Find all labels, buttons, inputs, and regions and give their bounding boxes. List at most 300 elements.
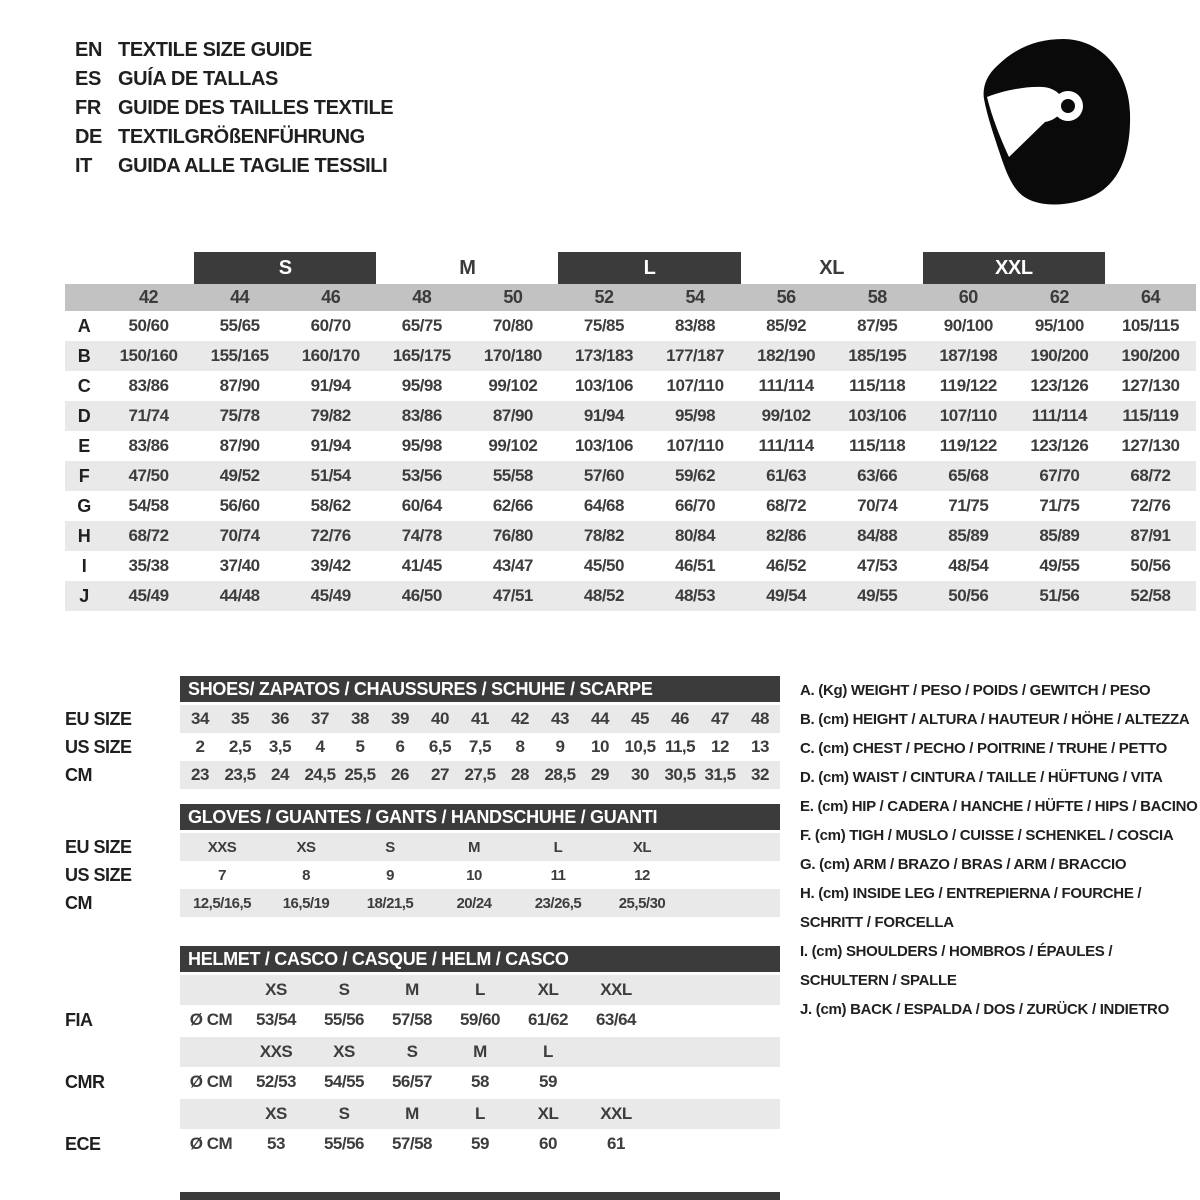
size-table-body <box>65 311 1196 611</box>
numeric-size-label: 46 <box>321 287 341 307</box>
size-value-cell: 56/60 <box>219 496 260 515</box>
gloves-row-label: US SIZE <box>65 864 132 885</box>
size-value-cell: 123/126 <box>1030 436 1089 455</box>
size-value-cell: 74/78 <box>401 526 442 545</box>
row-letter: B <box>77 345 91 366</box>
shoes-value-cell: 24,5 <box>304 765 336 784</box>
size-value-cell: 48/53 <box>675 586 716 605</box>
size-value-cell: 68/72 <box>128 526 169 545</box>
shoes-value-cell: 6 <box>395 737 405 756</box>
helmet-size-label: L <box>475 980 485 999</box>
size-value-cell: 48/54 <box>948 556 989 575</box>
size-value-cell: 85/89 <box>948 526 989 545</box>
shoes-value-cell: 37 <box>311 709 329 728</box>
measurement-legend <box>800 676 1200 1024</box>
helmet-value-cell: 55/56 <box>323 1010 365 1029</box>
size-table-row <box>65 341 1196 371</box>
size-value-cell: 99/102 <box>488 376 538 395</box>
size-value-cell: 65/68 <box>948 466 989 485</box>
helmet-value-cell: 63/64 <box>595 1010 637 1029</box>
legend-item: B. (cm) HEIGHT / ALTURA / HAUTEUR / HÖHE / ALTEZZA <box>800 711 1190 728</box>
shoes-value-cell: 26 <box>391 765 409 784</box>
helmet-value-cell: 52/53 <box>255 1072 297 1091</box>
row-letter: J <box>79 585 89 606</box>
size-value-cell: 95/98 <box>401 436 442 455</box>
size-value-cell: 90/100 <box>943 316 993 335</box>
language-code: EN <box>75 39 102 61</box>
gloves-value-cell: 11 <box>550 866 566 884</box>
size-value-cell: 57/60 <box>583 466 624 485</box>
gloves-value-cell: 7 <box>218 866 226 884</box>
numeric-size-label: 64 <box>1140 287 1160 307</box>
legend-item: G. (cm) ARM / BRAZO / BRAS / ARM / BRACCIO <box>800 856 1127 873</box>
helmet-size-label: M <box>473 1042 487 1061</box>
size-letter-header-row <box>65 252 1196 284</box>
size-value-cell: 87/90 <box>492 406 533 425</box>
size-value-cell: 47/50 <box>128 466 169 485</box>
row-letter: H <box>77 525 91 546</box>
numeric-size-label: 42 <box>139 287 159 307</box>
size-letter-label: L <box>558 252 740 284</box>
language-row <box>75 36 393 65</box>
size-letter-label: S <box>194 252 376 284</box>
helmet-size-label: XS <box>265 980 287 999</box>
helmet-values <box>180 1005 780 1035</box>
size-value-cell: 64/68 <box>583 496 624 515</box>
shoes-value-cell: 23,5 <box>224 765 256 784</box>
size-value-cell: 60/64 <box>401 496 442 515</box>
shoes-row-values <box>180 761 780 789</box>
gloves-value-cell: 23/26,5 <box>534 894 582 912</box>
helmet-size-label: M <box>405 1104 419 1123</box>
shoes-value-cell: 28,5 <box>544 765 576 784</box>
helmet-size-label: XXL <box>600 1104 632 1123</box>
size-value-cell: 91/94 <box>583 406 624 425</box>
size-value-cell: 103/106 <box>574 376 633 395</box>
size-value-cell: 107/110 <box>666 376 724 395</box>
shoes-row-values <box>180 733 780 761</box>
size-table-row <box>65 431 1196 461</box>
size-value-cell: 55/65 <box>219 316 260 335</box>
shoes-value-cell: 11,5 <box>664 737 696 756</box>
language-title: GUIDE DES TAILLES TEXTILE <box>118 97 394 119</box>
size-value-cell: 72/76 <box>1130 496 1171 515</box>
gloves-value-cell: L <box>553 838 563 856</box>
gloves-value-cell: 9 <box>386 866 394 884</box>
gloves-value-cell: 20/24 <box>456 894 492 912</box>
helmet-standard-section <box>65 1099 1196 1159</box>
size-value-cell: 58/62 <box>310 496 351 515</box>
textile-size-table <box>65 252 1196 611</box>
shoes-value-cell: 39 <box>391 709 409 728</box>
shoes-value-cell: 27,5 <box>464 765 496 784</box>
shoes-value-cell: 3,5 <box>268 737 292 756</box>
gloves-row-values <box>180 889 780 917</box>
helmet-value-row <box>65 1129 1196 1159</box>
helmet-value-cell: 59 <box>539 1072 557 1091</box>
shoes-value-cell: 30,5 <box>664 765 696 784</box>
row-letter: I <box>81 555 87 576</box>
shoes-value-cell: 24 <box>271 765 289 784</box>
helmet-size-labels <box>180 1099 780 1129</box>
size-letter-label: XL <box>819 256 845 279</box>
size-value-cell: 51/54 <box>310 466 351 485</box>
size-value-cell: 49/52 <box>219 466 260 485</box>
size-value-cell: 46/52 <box>766 556 807 575</box>
helmet-table-header: HELMET / CASCO / CASQUE / HELM / CASCO <box>180 946 780 972</box>
numeric-size-label: 62 <box>1049 287 1069 307</box>
size-value-cell: 44/48 <box>219 586 260 605</box>
size-value-cell: 45/49 <box>128 586 169 605</box>
size-value-cell: 127/130 <box>1121 436 1180 455</box>
helmet-value-cell: 60 <box>539 1134 557 1153</box>
size-value-cell: 85/92 <box>766 316 807 335</box>
shoes-value-cell: 8 <box>515 737 525 756</box>
size-value-cell: 66/70 <box>675 496 716 515</box>
size-value-cell: 46/50 <box>401 586 442 605</box>
size-value-cell: 103/106 <box>848 406 907 425</box>
shoes-value-cell: 29 <box>591 765 609 784</box>
size-value-cell: 91/94 <box>310 436 351 455</box>
shoes-value-cell: 43 <box>551 709 569 728</box>
cutoff-section-header-bar <box>180 1192 780 1200</box>
size-value-cell: 87/95 <box>857 316 898 335</box>
size-value-cell: 75/85 <box>583 316 624 335</box>
size-value-cell: 111/114 <box>758 436 814 455</box>
gloves-value-cell: M <box>468 838 480 856</box>
size-value-cell: 76/80 <box>492 526 533 545</box>
shoes-row-label: US SIZE <box>65 736 132 757</box>
size-value-cell: 71/75 <box>948 496 989 515</box>
shoes-value-cell: 12 <box>711 737 729 756</box>
size-value-cell: 79/82 <box>310 406 351 425</box>
size-value-cell: 190/200 <box>1030 346 1089 365</box>
row-letter: F <box>78 465 90 486</box>
shoes-value-cell: 34 <box>191 709 209 728</box>
size-value-cell: 49/54 <box>766 586 807 605</box>
size-value-cell: 47/53 <box>857 556 898 575</box>
helmet-size-row-spacer <box>65 1099 180 1129</box>
shoes-row-label: CM <box>65 764 92 785</box>
shoes-value-cell: 23 <box>191 765 209 784</box>
size-value-cell: 83/86 <box>128 436 169 455</box>
shoes-value-cell: 42 <box>511 709 529 728</box>
helmet-value-cell: 57/58 <box>391 1134 433 1153</box>
size-value-cell: 47/51 <box>492 586 533 605</box>
gloves-row-values <box>180 833 780 861</box>
shoes-value-cell: 6,5 <box>428 737 452 756</box>
legend-item: J. (cm) BACK / ESPALDA / DOS / ZURÜCK / INDIETRO <box>800 1001 1169 1018</box>
row-letter: E <box>78 435 90 456</box>
size-value-cell: 127/130 <box>1121 376 1180 395</box>
size-value-cell: 70/74 <box>219 526 260 545</box>
helmet-size-label: L <box>543 1042 553 1061</box>
numeric-size-label: 48 <box>412 287 432 307</box>
helmet-size-label: XXS <box>259 1042 293 1061</box>
size-value-cell: 70/80 <box>492 316 533 335</box>
language-row <box>75 152 393 181</box>
numeric-size-label: 60 <box>958 287 978 307</box>
shoes-value-cell: 36 <box>271 709 289 728</box>
size-value-cell: 80/84 <box>675 526 716 545</box>
gloves-value-cell: 8 <box>302 866 310 884</box>
size-value-cell: 35/38 <box>128 556 169 575</box>
language-code: DE <box>75 126 102 148</box>
size-value-cell: 107/110 <box>666 436 724 455</box>
size-value-cell: 83/86 <box>128 376 169 395</box>
helmet-size-label: XS <box>265 1104 287 1123</box>
size-value-cell: 45/50 <box>583 556 624 575</box>
size-value-cell: 39/42 <box>310 556 351 575</box>
size-value-cell: 173/183 <box>574 346 633 365</box>
helmet-size-row-spacer <box>65 975 180 1005</box>
language-title: GUIDA ALLE TAGLIE TESSILI <box>118 155 388 177</box>
size-value-cell: 46/51 <box>675 556 716 575</box>
shoes-value-cell: 4 <box>315 737 325 756</box>
gloves-value-cell: 10 <box>466 866 482 884</box>
size-table-row <box>65 551 1196 581</box>
language-code: IT <box>75 155 92 177</box>
size-value-cell: 72/76 <box>310 526 351 545</box>
helmet-value-cell: 61 <box>607 1134 625 1153</box>
size-value-cell: 45/49 <box>310 586 351 605</box>
gloves-value-cell: 16,5/19 <box>282 894 330 912</box>
helmet-size-label: M <box>405 980 419 999</box>
numeric-size-label: 50 <box>503 287 523 307</box>
size-value-cell: 60/70 <box>310 316 351 335</box>
shoes-value-cell: 30 <box>631 765 649 784</box>
helmet-value-cell: 56/57 <box>391 1072 433 1091</box>
size-value-cell: 103/106 <box>574 436 633 455</box>
shoes-value-cell: 9 <box>555 737 565 756</box>
shoes-value-cell: 5 <box>355 737 365 756</box>
shoes-value-cell: 44 <box>591 709 609 728</box>
size-value-cell: 67/70 <box>1039 466 1080 485</box>
numeric-size-label: 58 <box>867 287 887 307</box>
size-table-row <box>65 581 1196 611</box>
shoes-row-values <box>180 705 780 733</box>
racing-helmet-graphic <box>975 35 1135 210</box>
size-value-cell: 50/60 <box>128 316 169 335</box>
numeric-size-label: 54 <box>685 287 705 307</box>
helmet-size-label: XL <box>537 1104 559 1123</box>
shoes-value-cell: 45 <box>631 709 649 728</box>
size-value-cell: 84/88 <box>857 526 898 545</box>
gloves-value-cell: XS <box>296 838 316 856</box>
size-value-cell: 63/66 <box>857 466 898 485</box>
size-value-cell: 53/56 <box>401 466 442 485</box>
row-letter: G <box>77 495 91 516</box>
size-value-cell: 55/58 <box>492 466 533 485</box>
shoes-value-cell: 10 <box>591 737 609 756</box>
helmet-values <box>180 1129 780 1159</box>
shoes-value-cell: 48 <box>751 709 769 728</box>
language-title-list <box>75 36 393 181</box>
gloves-value-cell: 18/21,5 <box>366 894 414 912</box>
size-value-cell: 87/90 <box>219 436 260 455</box>
size-value-cell: 85/89 <box>1039 526 1080 545</box>
helmet-value-cell: 54/55 <box>323 1072 365 1091</box>
shoes-value-cell: 47 <box>711 709 729 728</box>
size-value-cell: 49/55 <box>857 586 898 605</box>
legend-item: A. (Kg) WEIGHT / PESO / POIDS / GEWITCH / PESO <box>800 682 1151 699</box>
size-value-cell: 119/122 <box>939 376 997 395</box>
shoes-value-cell: 32 <box>751 765 769 784</box>
helmet-value-cell: 55/56 <box>323 1134 365 1153</box>
size-value-cell: 95/100 <box>1034 316 1084 335</box>
shoes-value-cell: 10,5 <box>624 737 656 756</box>
gloves-table-header: GLOVES / GUANTES / GANTS / HANDSCHUHE / GUANTI <box>180 804 780 830</box>
shoes-value-cell: 2,5 <box>228 737 252 756</box>
language-row <box>75 123 393 152</box>
size-value-cell: 99/102 <box>488 436 538 455</box>
legend-item: I. (cm) SHOULDERS / HOMBROS / ÉPAULES / SCHULTERN / SPALLE <box>800 943 1113 989</box>
size-value-cell: 83/86 <box>401 406 442 425</box>
size-value-cell: 115/119 <box>1122 406 1179 425</box>
numeric-size-label: 56 <box>776 287 796 307</box>
size-value-cell: 95/98 <box>675 406 716 425</box>
size-value-cell: 185/195 <box>848 346 907 365</box>
helmet-size-label: XS <box>333 1042 355 1061</box>
helmet-standard-label: FIA <box>65 1009 93 1030</box>
shoes-value-cell: 31,5 <box>704 765 736 784</box>
gloves-value-cell: XL <box>632 838 652 856</box>
size-table-row <box>65 491 1196 521</box>
helmet-size-labels <box>180 975 780 1005</box>
helmet-standard-label: ECE <box>65 1133 101 1154</box>
size-value-cell: 99/102 <box>761 406 811 425</box>
size-value-cell: 68/72 <box>1130 466 1171 485</box>
size-table-row <box>65 311 1196 341</box>
row-letter: A <box>77 315 91 336</box>
row-letter: D <box>77 405 91 426</box>
size-value-cell: 111/114 <box>758 376 814 395</box>
helmet-size-label: XXL <box>600 980 632 999</box>
row-letter: C <box>77 375 91 396</box>
helmet-value-cell: 58 <box>471 1072 489 1091</box>
size-value-cell: 50/56 <box>1130 556 1171 575</box>
legend-item: D. (cm) WAIST / CINTURA / TAILLE / HÜFTUNG / VITA <box>800 769 1163 786</box>
size-value-cell: 107/110 <box>939 406 997 425</box>
shoes-value-cell: 38 <box>351 709 369 728</box>
size-value-cell: 123/126 <box>1030 376 1089 395</box>
size-value-cell: 170/180 <box>483 346 542 365</box>
helmet-unit-label: Ø CM <box>189 1010 233 1029</box>
racing-helmet-icon <box>975 35 1135 210</box>
shoes-value-cell: 41 <box>471 709 489 728</box>
shoes-value-cell: 25,5 <box>344 765 376 784</box>
size-value-cell: 51/56 <box>1039 586 1080 605</box>
size-value-cell: 62/66 <box>492 496 533 515</box>
language-title: GUÍA DE TALLAS <box>118 68 278 90</box>
helmet-values <box>180 1067 780 1097</box>
size-letter-label: XXL <box>923 252 1105 284</box>
helmet-size-label: XL <box>537 980 559 999</box>
size-value-cell: 115/118 <box>849 376 906 395</box>
language-code: ES <box>75 68 101 90</box>
helmet-value-cell: 59/60 <box>459 1010 501 1029</box>
helmet-standard-section <box>65 1037 1196 1097</box>
helmet-value-cell: 53/54 <box>255 1010 297 1029</box>
shoes-value-cell: 28 <box>511 765 529 784</box>
helmet-size-row-spacer <box>65 1037 180 1067</box>
size-value-cell: 50/56 <box>948 586 989 605</box>
shoes-value-cell: 46 <box>671 709 689 728</box>
size-value-cell: 87/91 <box>1130 526 1171 545</box>
size-letter-label: M <box>459 256 476 279</box>
gloves-value-cell: 12 <box>634 866 650 884</box>
size-value-cell: 91/94 <box>310 376 351 395</box>
size-value-cell: 70/74 <box>857 496 898 515</box>
helmet-size-labels <box>180 1037 780 1067</box>
gloves-row-label: EU SIZE <box>65 836 132 857</box>
size-table-row <box>65 401 1196 431</box>
gloves-value-cell: 12,5/16,5 <box>192 894 252 912</box>
size-table-row <box>65 371 1196 401</box>
size-value-cell: 54/58 <box>128 496 169 515</box>
size-value-cell: 71/75 <box>1039 496 1080 515</box>
helmet-size-label: L <box>475 1104 485 1123</box>
shoes-value-cell: 35 <box>231 709 249 728</box>
shoes-value-cell: 2 <box>195 737 205 756</box>
size-value-cell: 165/175 <box>392 346 451 365</box>
size-value-cell: 37/40 <box>219 556 260 575</box>
shoes-value-cell: 27 <box>431 765 449 784</box>
legend-item: C. (cm) CHEST / PECHO / POITRINE / TRUHE / PETTO <box>800 740 1168 757</box>
helmet-size-row <box>65 1037 1196 1067</box>
size-value-cell: 59/62 <box>675 466 716 485</box>
shoes-value-cell: 13 <box>751 737 769 756</box>
size-value-cell: 52/58 <box>1130 586 1171 605</box>
gloves-row-values <box>180 861 780 889</box>
size-value-cell: 95/98 <box>401 376 442 395</box>
helmet-size-label: S <box>338 980 350 999</box>
size-table-row <box>65 521 1196 551</box>
size-value-cell: 49/55 <box>1039 556 1080 575</box>
language-code: FR <box>75 97 101 119</box>
shoes-row-label: EU SIZE <box>65 708 132 729</box>
shoes-value-cell: 7,5 <box>468 737 492 756</box>
helmet-value-row <box>65 1067 1196 1097</box>
size-value-cell: 71/74 <box>128 406 169 425</box>
numeric-size-label: 44 <box>230 287 250 307</box>
size-table-row <box>65 461 1196 491</box>
helmet-size-row <box>65 1099 1196 1129</box>
size-value-cell: 177/187 <box>666 346 725 365</box>
helmet-value-cell: 57/58 <box>391 1010 433 1029</box>
language-row <box>75 94 393 123</box>
size-value-cell: 150/160 <box>119 346 178 365</box>
numeric-size-label: 52 <box>594 287 614 307</box>
size-value-cell: 111/114 <box>1031 406 1087 425</box>
gloves-value-cell: 25,5/30 <box>618 894 666 912</box>
size-value-cell: 187/198 <box>939 346 998 365</box>
language-title: TEXTILGRÖßENFÜHRUNG <box>118 126 365 148</box>
legend-item: F. (cm) TIGH / MUSLO / CUISSE / SCHENKEL / COSCIA <box>800 827 1174 844</box>
numeric-size-header-row <box>65 284 1196 311</box>
size-value-cell: 75/78 <box>219 406 260 425</box>
size-value-cell: 43/47 <box>492 556 533 575</box>
helmet-unit-label: Ø CM <box>189 1072 233 1091</box>
size-value-cell: 182/190 <box>757 346 816 365</box>
language-title: TEXTILE SIZE GUIDE <box>118 39 312 61</box>
size-value-cell: 83/88 <box>675 316 716 335</box>
gloves-row-label: CM <box>65 892 92 913</box>
legend-item: H. (cm) INSIDE LEG / ENTREPIERNA / FOURCHE / SCHRITT / FORCELLA <box>800 885 1142 931</box>
size-value-cell: 155/165 <box>210 346 269 365</box>
size-value-cell: 41/45 <box>401 556 442 575</box>
size-value-cell: 87/90 <box>219 376 260 395</box>
